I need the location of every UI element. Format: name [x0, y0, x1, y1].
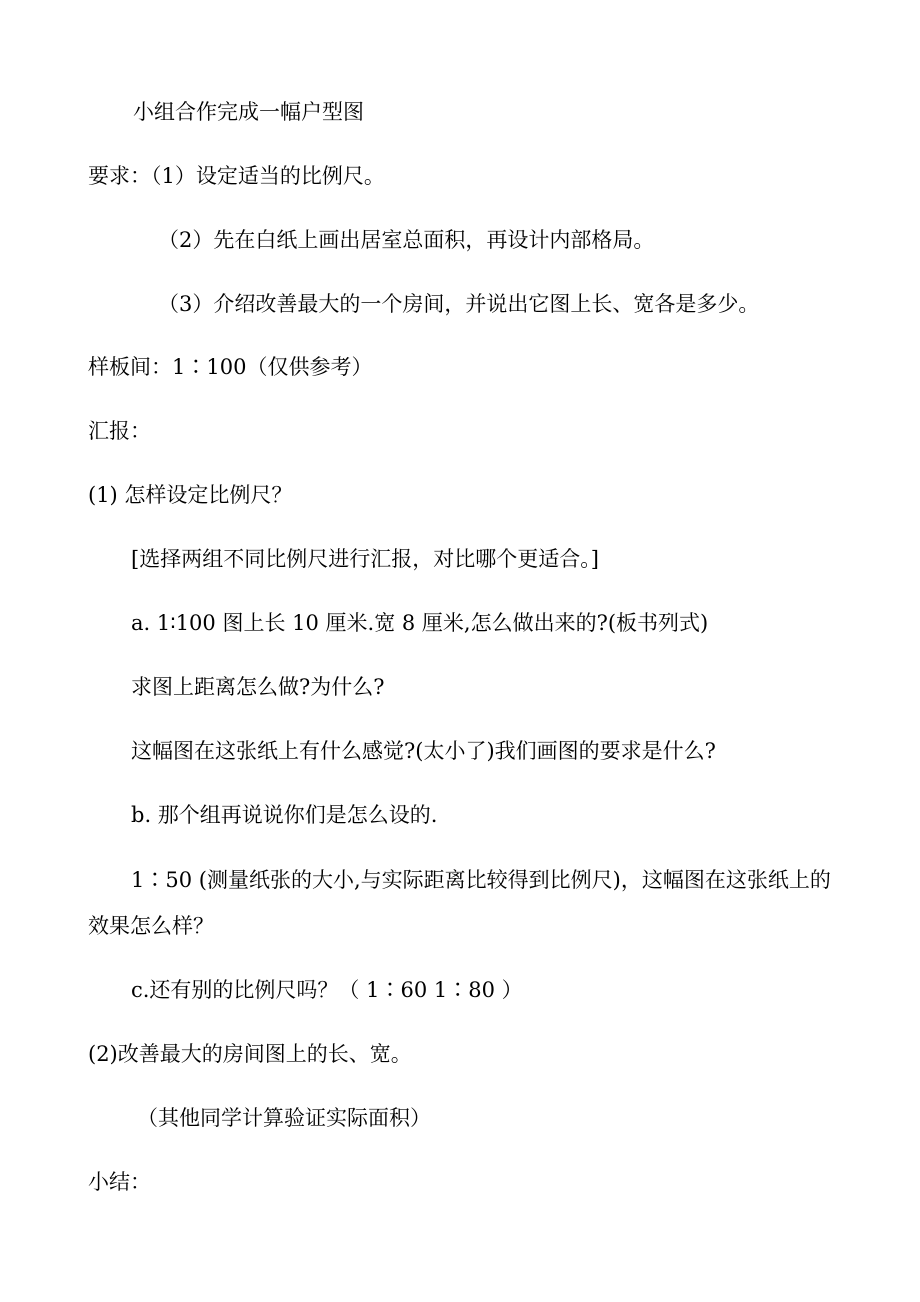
heading-group-task: 小组合作完成一幅户型图 [133, 100, 364, 124]
question-feeling: 这幅图在这张纸上有什么感觉?(太小了)我们画图的要求是什么? [131, 739, 716, 763]
question-distance: 求图上距离怎么做?为什么? [131, 675, 385, 699]
verify-area-note: （其他同学计算验证实际面积） [137, 1106, 431, 1130]
item-c: c.还有别的比例尺吗？（ 1∶60 1∶80 ） [131, 978, 523, 1002]
instruction-compare: [选择两组不同比例尺进行汇报，对比哪个更适合。] [131, 547, 599, 571]
requirement-2: （2）先在白纸上画出居室总面积，再设计内部格局。 [158, 228, 655, 252]
question-2: (2)改善最大的房间图上的长、宽。 [88, 1042, 412, 1066]
requirement-1: 要求：（1）设定适当的比例尺。 [88, 164, 385, 188]
summary-heading: 小结： [88, 1170, 151, 1194]
item-a: a. 1∶100 图上长 10 厘米.宽 8 厘米,怎么做出来的?(板书列式) [131, 611, 709, 635]
requirement-3: （3）介绍改善最大的一个房间，并说出它图上长、宽各是多少。 [158, 292, 760, 316]
question-1: (1) 怎样设定比例尺？ [88, 483, 293, 507]
sample-room-scale: 样板间：1∶100（仅供参考） [88, 355, 373, 379]
item-b: b. 那个组再说说你们是怎么设的. [131, 803, 438, 827]
report-heading: 汇报： [88, 419, 151, 443]
scale-1-50-paragraph: 1∶50 (测量纸张的大小,与实际距离比较得到比例尺)，这幅图在这张纸上的效果怎么样？ [88, 868, 831, 938]
